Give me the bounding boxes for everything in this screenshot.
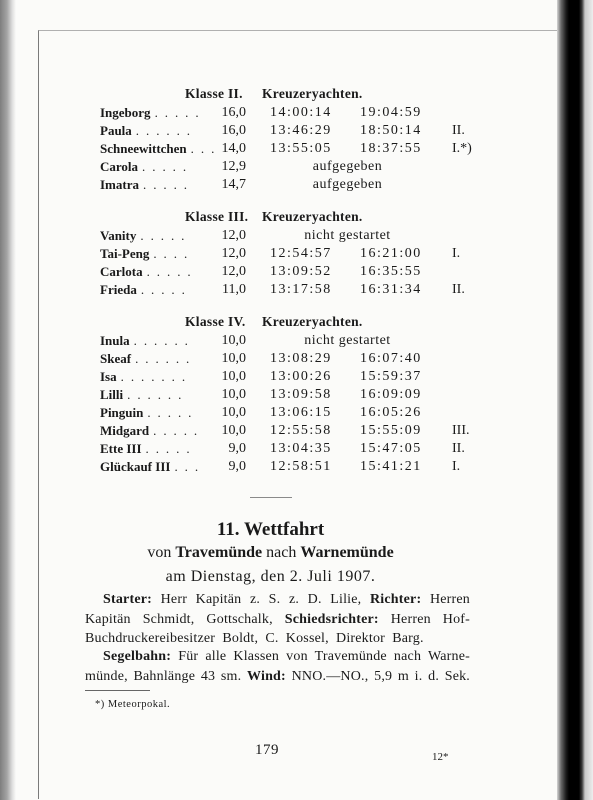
result-row bbox=[0, 263, 540, 281]
yacht-type-label: Kreuzeryachten. bbox=[262, 314, 363, 329]
leader-dots: . . . . . bbox=[140, 228, 186, 243]
footnote: *) Meteorpokal. bbox=[95, 699, 171, 710]
measure-value: 12,9 bbox=[221, 159, 246, 174]
start-time: 13:04:35 bbox=[270, 441, 332, 456]
course-text: münde, Bahnlänge 43 sm. bbox=[85, 669, 242, 684]
judges-text: Herren bbox=[429, 592, 470, 607]
signature-mark: 12* bbox=[432, 751, 449, 763]
result-row bbox=[0, 158, 540, 176]
leader-dots: . . . . . bbox=[147, 405, 193, 420]
status-note: nicht gestartet bbox=[304, 333, 391, 348]
prize-placing: I. bbox=[452, 246, 461, 261]
yacht-name: Midgard bbox=[100, 423, 150, 438]
finish-time: 16:05:26 bbox=[360, 405, 422, 420]
start-time: 13:06:15 bbox=[270, 405, 332, 420]
route-from-word: von bbox=[147, 544, 172, 561]
course-text: Für alle Klassen von Travemünde nach Warne- bbox=[178, 649, 470, 664]
result-row bbox=[0, 350, 540, 368]
leader-dots: . . . . . bbox=[140, 282, 186, 297]
yacht-name: Ette III bbox=[100, 441, 142, 456]
start-time: 13:08:29 bbox=[270, 351, 332, 366]
finish-time: 15:55:09 bbox=[360, 423, 422, 438]
route-to-word: nach bbox=[266, 544, 297, 561]
yacht-name-cell bbox=[100, 104, 199, 122]
measure-value: 9,0 bbox=[228, 459, 246, 474]
measure-value: 12,0 bbox=[221, 246, 246, 261]
results-section bbox=[0, 84, 540, 194]
measure-value: 10,0 bbox=[221, 369, 246, 384]
yacht-name-cell bbox=[100, 245, 188, 263]
finish-time: 16:07:40 bbox=[360, 351, 422, 366]
route-destination: Warnemünde bbox=[300, 544, 394, 561]
finish-time: 18:50:14 bbox=[360, 123, 422, 138]
prize-placing: II. bbox=[452, 282, 465, 297]
leader-dots: . . . bbox=[174, 459, 199, 474]
result-row bbox=[0, 140, 540, 158]
result-row bbox=[0, 227, 540, 245]
yacht-name: Isa bbox=[100, 369, 117, 384]
section-heading bbox=[0, 312, 540, 332]
result-row bbox=[0, 332, 540, 350]
judges-text: Kapitän Schmidt, Gottschalk, bbox=[85, 612, 273, 627]
start-time: 13:17:58 bbox=[270, 282, 332, 297]
yacht-name-cell bbox=[100, 350, 190, 368]
yacht-name-cell bbox=[100, 176, 188, 194]
yacht-name: Inula bbox=[100, 333, 130, 348]
result-row bbox=[0, 386, 540, 404]
leader-dots: . . . . . bbox=[154, 105, 200, 120]
yacht-name: Frieda bbox=[100, 282, 137, 297]
prize-placing: I.*) bbox=[452, 141, 472, 156]
status-note: nicht gestartet bbox=[304, 228, 391, 243]
race-title: 11. Wettfahrt bbox=[216, 519, 325, 540]
umpires-text: Herren Hof- bbox=[390, 612, 471, 627]
measure-value: 16,0 bbox=[221, 105, 246, 120]
start-time: 13:55:05 bbox=[270, 141, 332, 156]
leader-dots: . . . . . . bbox=[135, 123, 191, 138]
yacht-name: Lilli bbox=[100, 387, 124, 402]
yacht-name-cell bbox=[100, 263, 191, 281]
class-label: Klasse III. bbox=[185, 209, 249, 224]
course-line-1 bbox=[103, 647, 470, 667]
footnote-rule bbox=[85, 690, 150, 691]
leader-dots: . . . . . . bbox=[127, 387, 182, 402]
umpires-text: Buchdruckereibesitzer Boldt, C. Kossel, Direktor Barg. bbox=[85, 631, 424, 646]
leader-dots: . . . . . . bbox=[135, 351, 190, 366]
start-time: 13:09:58 bbox=[270, 387, 332, 402]
result-row bbox=[0, 440, 540, 458]
yacht-name-cell bbox=[100, 332, 189, 350]
result-row bbox=[0, 422, 540, 440]
finish-time: 16:09:09 bbox=[360, 387, 422, 402]
prize-placing: III. bbox=[452, 423, 470, 438]
yacht-name: Carlota bbox=[100, 264, 143, 279]
section-divider bbox=[250, 497, 292, 498]
race-route bbox=[70, 542, 471, 564]
leader-dots: . . . . . bbox=[143, 177, 188, 192]
measure-value: 9,0 bbox=[228, 441, 246, 456]
yacht-name: Paula bbox=[100, 123, 132, 138]
status-note: aufgegeben bbox=[312, 159, 383, 174]
course-label: Segelbahn: bbox=[103, 649, 172, 664]
result-row bbox=[0, 404, 540, 422]
finish-time: 18:37:55 bbox=[360, 141, 422, 156]
yacht-name-cell bbox=[100, 122, 191, 140]
results-table bbox=[0, 84, 540, 476]
officials-line-2 bbox=[85, 610, 470, 630]
finish-time: 16:35:55 bbox=[360, 264, 422, 279]
yacht-type-label: Kreuzeryachten. bbox=[262, 209, 363, 224]
leader-dots: . . . . . bbox=[145, 441, 191, 456]
start-time: 14:00:14 bbox=[270, 105, 332, 120]
yacht-name-cell bbox=[100, 386, 182, 404]
finish-time: 15:41:21 bbox=[360, 459, 422, 474]
umpires-label: Schiedsrichter: bbox=[284, 612, 379, 627]
page-number: 179 bbox=[255, 742, 279, 758]
leader-dots: . . . . bbox=[153, 246, 188, 261]
finish-time: 15:59:37 bbox=[360, 369, 422, 384]
leader-dots: . . . . . bbox=[153, 423, 198, 438]
yacht-name-cell bbox=[100, 158, 187, 176]
finish-time: 15:47:05 bbox=[360, 441, 422, 456]
results-section bbox=[0, 312, 540, 476]
measure-value: 12,0 bbox=[221, 228, 246, 243]
measure-value: 10,0 bbox=[221, 405, 246, 420]
start-time: 13:00:26 bbox=[270, 369, 332, 384]
start-time: 13:09:52 bbox=[270, 264, 332, 279]
yacht-type-label: Kreuzeryachten. bbox=[262, 86, 363, 101]
leader-dots: . . . . . bbox=[146, 264, 192, 279]
measure-value: 14,0 bbox=[221, 141, 246, 156]
result-row bbox=[0, 368, 540, 386]
starter-text: Herr Kapitän z. S. z. D. Lilie, bbox=[160, 592, 362, 607]
leader-dots: . . . . . . bbox=[133, 333, 189, 348]
yacht-name: Ingeborg bbox=[100, 105, 151, 120]
leader-dots: . . . bbox=[190, 141, 215, 156]
leader-dots: . . . . . bbox=[142, 159, 187, 174]
yacht-name: Imatra bbox=[100, 177, 139, 192]
result-row bbox=[0, 281, 540, 299]
prize-placing: I. bbox=[452, 459, 461, 474]
measure-value: 10,0 bbox=[221, 423, 246, 438]
measure-value: 10,0 bbox=[221, 387, 246, 402]
start-time: 12:58:51 bbox=[270, 459, 332, 474]
yacht-name-cell bbox=[100, 404, 192, 422]
measure-value: 10,0 bbox=[221, 351, 246, 366]
measure-value: 16,0 bbox=[221, 123, 246, 138]
yacht-name: Tai-Peng bbox=[100, 246, 150, 261]
class-label: Klasse IV. bbox=[185, 314, 246, 329]
start-time: 12:54:57 bbox=[270, 246, 332, 261]
leader-dots: . . . . . . . bbox=[120, 369, 186, 384]
officials-line-1 bbox=[103, 590, 470, 610]
start-time: 13:46:29 bbox=[270, 123, 332, 138]
finish-time: 19:04:59 bbox=[360, 105, 422, 120]
section-heading bbox=[0, 84, 540, 104]
yacht-name: Vanity bbox=[100, 228, 137, 243]
yacht-name-cell bbox=[100, 281, 185, 299]
result-row bbox=[0, 176, 540, 194]
wind-label: Wind: bbox=[247, 669, 286, 684]
result-row bbox=[0, 104, 540, 122]
prize-placing: II. bbox=[452, 123, 465, 138]
wind-text: NNO.—NO., 5,9 m i. d. Sek. bbox=[291, 669, 471, 684]
yacht-name: Glückauf III bbox=[100, 459, 171, 474]
result-row bbox=[0, 122, 540, 140]
yacht-name-cell bbox=[100, 227, 185, 245]
route-origin: Travemünde bbox=[175, 544, 263, 561]
result-row bbox=[0, 458, 540, 476]
results-section bbox=[0, 207, 540, 299]
yacht-name-cell bbox=[100, 422, 198, 440]
yacht-name-cell bbox=[100, 368, 186, 386]
yacht-name: Schneewittchen bbox=[100, 141, 187, 156]
starter-label: Starter: bbox=[103, 592, 153, 607]
yacht-name-cell bbox=[100, 458, 199, 476]
yacht-name-cell bbox=[100, 440, 190, 458]
officials-line-3 bbox=[85, 629, 470, 649]
result-row bbox=[0, 245, 540, 263]
start-time: 12:55:58 bbox=[270, 423, 332, 438]
course-line-2 bbox=[85, 667, 470, 687]
yacht-name: Pinguin bbox=[100, 405, 144, 420]
yacht-name: Skeaf bbox=[100, 351, 132, 366]
book-edge bbox=[557, 0, 593, 800]
yacht-name: Carola bbox=[100, 159, 139, 174]
class-label: Klasse II. bbox=[185, 86, 243, 101]
measure-value: 12,0 bbox=[221, 264, 246, 279]
judges-label: Richter: bbox=[369, 592, 422, 607]
measure-value: 14,7 bbox=[221, 177, 246, 192]
race-date: am Dienstag, den 2. Juli 1907. bbox=[165, 568, 376, 585]
measure-value: 10,0 bbox=[221, 333, 246, 348]
section-heading bbox=[0, 207, 540, 227]
prize-placing: II. bbox=[452, 441, 465, 456]
status-note: aufgegeben bbox=[312, 177, 383, 192]
finish-time: 16:31:34 bbox=[360, 282, 422, 297]
measure-value: 11,0 bbox=[222, 282, 246, 297]
finish-time: 16:21:00 bbox=[360, 246, 422, 261]
